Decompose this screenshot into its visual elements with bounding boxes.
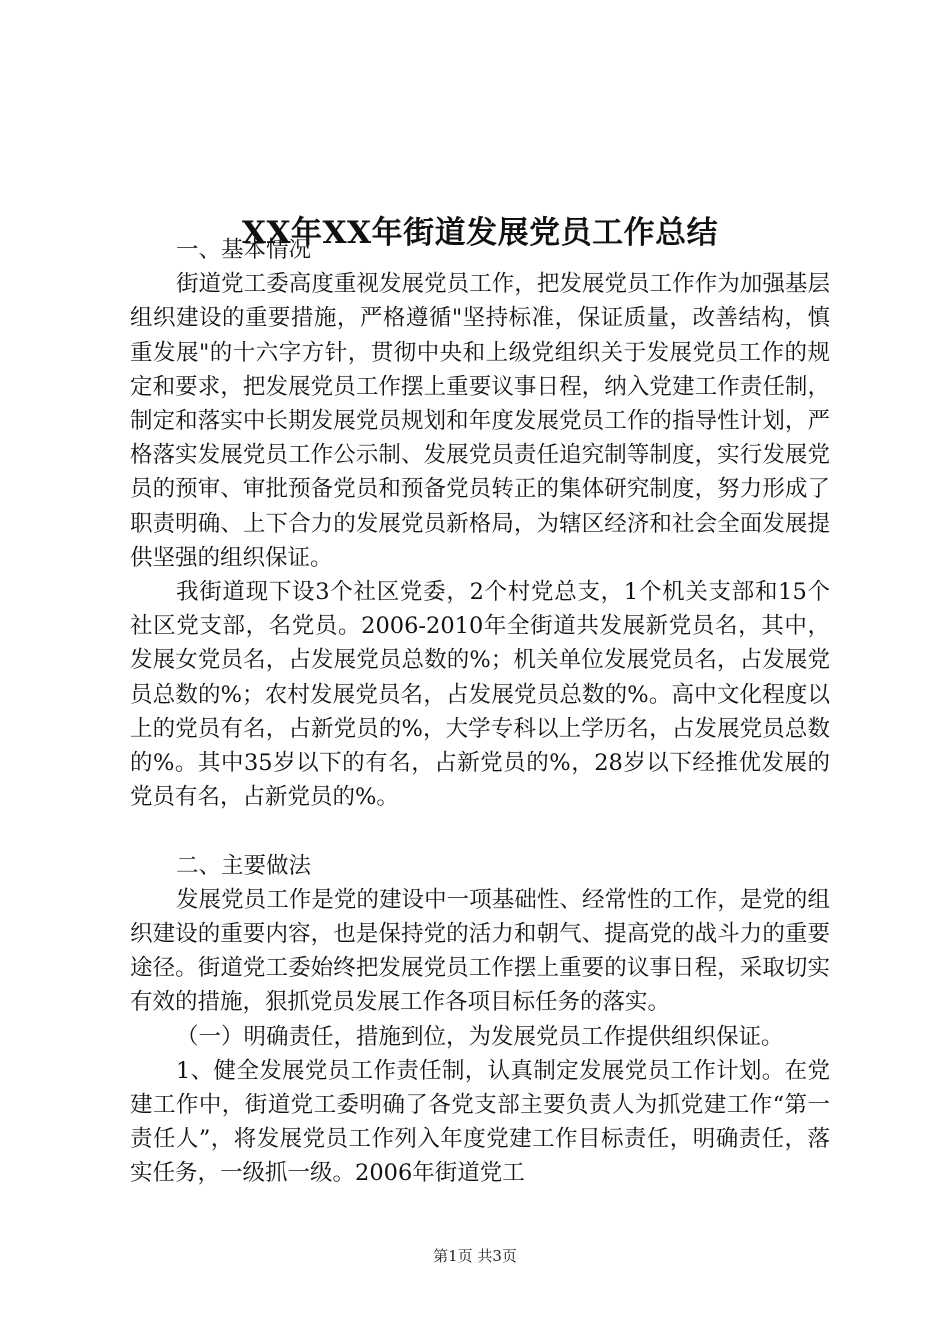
document-page (130, 0, 830, 1344)
page-footer: 第1页 共3页 (433, 1247, 517, 1265)
section2-subheading: （一）明确责任，措施到位，为发展党员工作提供组织保证。 (176, 1023, 784, 1050)
section2-paragraph: 发展党员工作是党的建设中一项基础性、经常性的工作，是党的组织建设的重要内容，也是保持党的活力和朝气、提高党的战斗力的重要途径。街道党工委始终把发展党员工作摆上重要的议事日程，采取切实有效的措施，狠抓党员发展工作各项目标任务的落实。 (130, 886, 830, 1016)
section1-paragraph-1: 街道党工委高度重视发展党员工作，把发展党员工作作为加强基层组织建设的重要措施，严格遵循"坚持标准，保证质量，改善结构，慎重发展"的十六字方针，贯彻中央和上级党组织关于发展党员工作的规定和要求，把发展党员工作摆上重要议事日程，纳入党建工作责任制，制定和落实中长期发展党员规划和年度发展党员工作的指导性计划，严格落实发展党员工作公示制、发展党员责任追究制等制度，实行发展党员的预审、审批预备党员和预备党员转正的集体研究制度，努力形成了职责明确、上下合力的发展党员新格局，为辖区经济和社会全面发展提供坚强的组织保证。 (130, 271, 830, 571)
paragraph-spacer (130, 814, 830, 848)
section2-heading: 二、主要做法 (176, 852, 312, 879)
section1-heading: 一、基本情况 (176, 237, 312, 263)
section2-item-1: 1、健全发展党员工作责任制，认真制定发展党员工作计划。在党建工作中，街道党工委明确了各党支部主要负责人为抓党建工作“第一责任人”，将发展党员工作列入年度党建工作目标责任，明确责任，落实任务，一级抓一级。2006年街道党工 (130, 1057, 830, 1187)
document-title: XX年XX年街道发展党员工作总结 (241, 214, 719, 251)
section1-paragraph-2: 我街道现下设3个社区党委，2个村党总支，1个机关支部和15个社区党支部，名党员。2006-2010年全街道共发展新党员名，其中，发展女党员名，占发展党员总数的%；机关单位发展党员名，占发展党员总数的%；农村发展党员名，占发展党员总数的%。高中文化程度以上的党员有名，占新党员的%，大学专科以上学历名，占发展党员总数的%。其中35岁以下的有名，占新党员的%，28岁以下经推优发展的党员有名，占新党员的%。 (130, 579, 830, 811)
document-body (130, 233, 830, 1191)
